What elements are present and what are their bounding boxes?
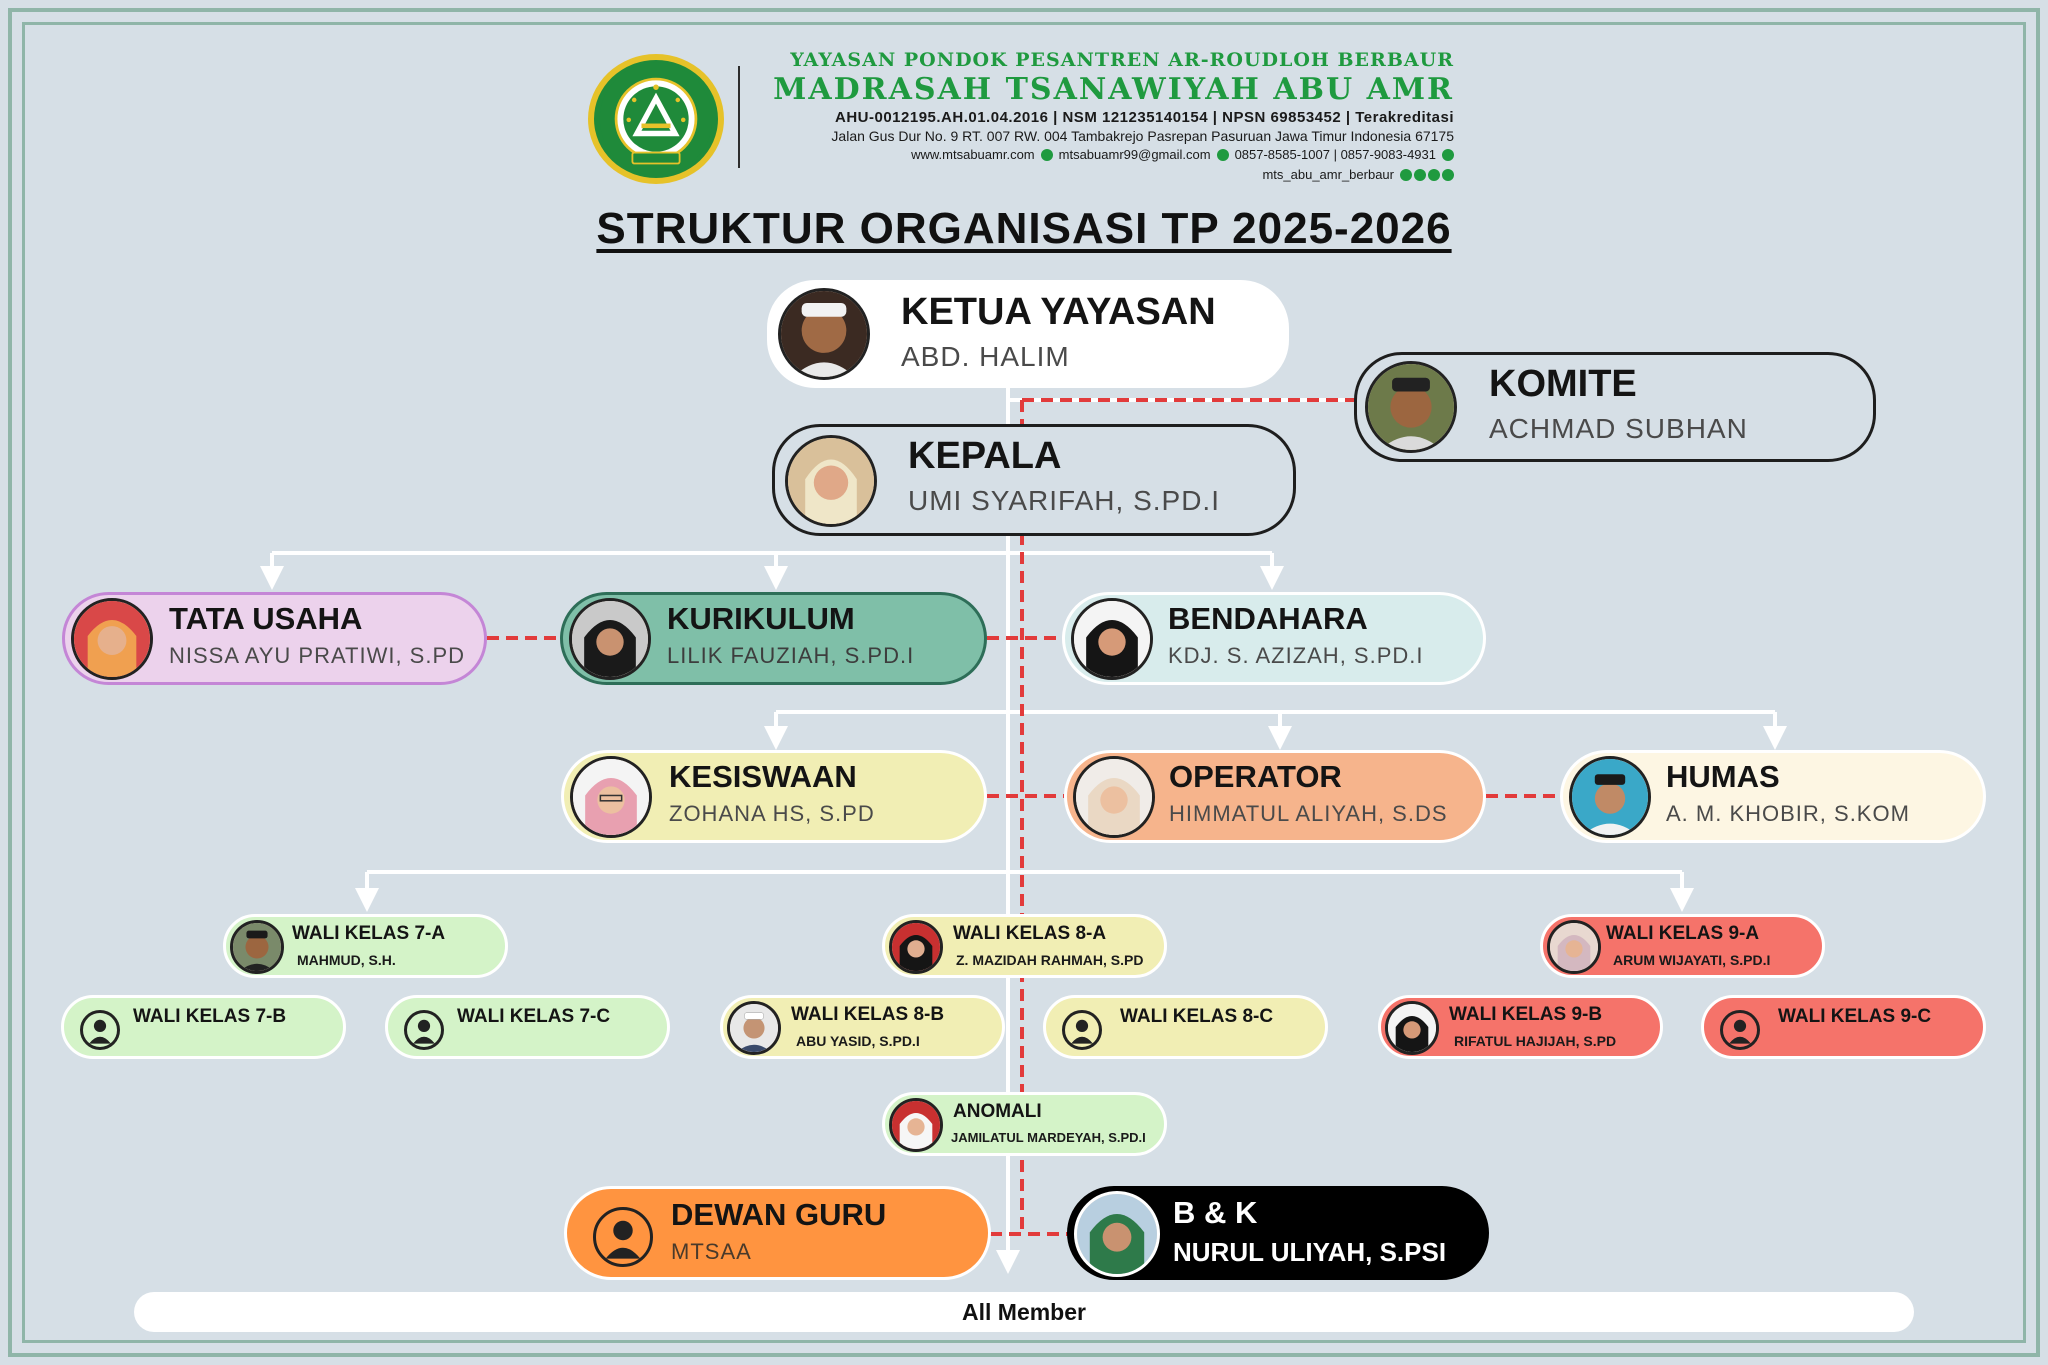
card-person-name: MTSAA [671,1239,752,1264]
avatar [778,288,870,380]
card-role: KESISWAAN [669,759,857,794]
person-photo-icon [781,291,867,377]
person-photo-icon [573,759,649,835]
card-operator[interactable] [1064,750,1486,843]
avatar [785,435,877,527]
email-link[interactable]: mtsabuamr99@gmail.com [1058,147,1211,162]
avatar [889,920,943,974]
person-photo-icon [233,923,281,971]
card-bk[interactable] [1067,1186,1489,1280]
card-wali-7b[interactable] [61,995,346,1059]
card-person-name: LILIK FAUZIAH, S.PD.I [667,643,915,668]
card-person-name: ARUM WIJAYATI, S.PD.I [1613,952,1771,968]
card-role: KEPALA [908,435,1062,477]
all-member-bar [134,1292,1914,1332]
avatar [1071,598,1153,680]
card-wali-8a[interactable] [882,914,1167,978]
card-wali-9a[interactable] [1540,914,1825,978]
card-role: HUMAS [1666,759,1780,794]
card-humas[interactable] [1560,750,1986,843]
avatar-placeholder [80,1010,120,1050]
card-person-name: MAHMUD, S.H. [297,952,396,968]
card-wali-9c[interactable] [1701,995,1986,1059]
card-role: WALI KELAS 7-A [292,923,446,944]
person-photo-icon [1074,601,1150,677]
user-placeholder-icon [1065,1013,1099,1047]
card-bendahara[interactable] [1062,592,1486,685]
card-role: DEWAN GURU [671,1197,887,1232]
foundation-name: YAYASAN PONDOK PESANTREN AR-ROUDLOH BERBAUR [790,49,1454,71]
card-role: B & K [1173,1195,1258,1230]
card-role: TATA USAHA [169,601,363,636]
avatar [570,756,652,838]
avatar [1073,756,1155,838]
user-placeholder-icon [1723,1013,1757,1047]
avatar-placeholder [404,1010,444,1050]
card-person-name: HIMMATUL ALIYAH, S.DS [1169,801,1448,826]
card-role: WALI KELAS 7-B [133,1006,287,1027]
card-role: WALI KELAS 8-C [1120,1006,1274,1027]
card-role: WALI KELAS 9-B [1449,1004,1603,1025]
card-wali-9b[interactable] [1378,995,1663,1059]
card-komite[interactable] [1354,352,1876,462]
avatar [230,920,284,974]
card-role: WALI KELAS 8-A [953,923,1107,944]
person-photo-icon [788,438,874,524]
avatar-placeholder [1062,1010,1102,1050]
person-photo-icon [892,923,940,971]
school-name: MADRASAH TSANAWIYAH ABU AMR [773,72,1454,107]
card-kepala[interactable] [772,424,1296,536]
card-tata-usaha[interactable] [62,592,487,685]
all-member-label: All Member [962,1299,1086,1325]
avatar [1569,756,1651,838]
card-role: ANOMALI [953,1101,1042,1122]
registration-info: AHU-0012195.AH.01.04.2016 | NSM 121235140154 | NPSN 69853452 | Terakreditasi [834,109,1454,126]
card-wali-7a[interactable] [223,914,508,978]
person-photo-icon [1550,923,1598,971]
phone-numbers: 0857-8585-1007 | 0857-9083-4931 [1234,147,1436,162]
card-person-name: ABD. HALIM [901,341,1070,372]
card-wali-8c[interactable] [1043,995,1328,1059]
card-role: WALI KELAS 8-B [791,1004,945,1025]
card-anomali[interactable] [882,1092,1167,1156]
avatar [1547,920,1601,974]
school-address: Jalan Gus Dur No. 9 RT. 007 RW. 004 Tambakrejo Pasrepan Pasuruan Jawa Timur Indonesia 67175 [831,128,1454,144]
person-photo-icon [1076,759,1152,835]
avatar [889,1098,943,1152]
person-photo-icon [74,601,150,677]
card-person-name: ABU YASID, S.PD.I [796,1033,920,1049]
card-person-name: RIFATUL HAJIJAH, S.PD [1454,1033,1617,1049]
card-person-name: ACHMAD SUBHAN [1489,413,1748,444]
person-photo-icon [730,1004,778,1052]
social-handle[interactable]: mts_abu_amr_berbaur [1262,167,1394,182]
user-placeholder-icon [83,1013,117,1047]
card-person-name: ZOHANA HS, S.PD [669,801,875,826]
card-kurikulum[interactable] [560,592,987,685]
card-person-name: A. M. KHOBIR, S.KOM [1666,801,1910,826]
card-role: WALI KELAS 9-A [1606,923,1760,944]
person-photo-icon [1388,1004,1436,1052]
card-role: BENDAHARA [1168,601,1368,636]
avatar [71,598,153,680]
card-role: KETUA YAYASAN [901,291,1216,333]
chart-title: STRUKTUR ORGANISASI TP 2025-2026 [596,204,1452,253]
website-link[interactable]: www.mtsabuamr.com [911,147,1035,162]
card-dewan-guru[interactable] [564,1186,991,1280]
card-person-name: JAMILATUL MARDEYAH, S.PD.I [951,1130,1146,1145]
avatar [1365,361,1457,453]
card-kesiswaan[interactable] [561,750,987,843]
card-person-name: UMI SYARIFAH, S.PD.I [908,485,1220,516]
card-role: WALI KELAS 9-C [1778,1006,1932,1027]
card-role: KURIKULUM [667,601,855,636]
card-wali-7c[interactable] [385,995,670,1059]
card-person-name: NURUL ULIYAH, S.PSI [1173,1237,1447,1267]
card-role: OPERATOR [1169,759,1342,794]
card-person-name: KDJ. S. AZIZAH, S.PD.I [1168,643,1424,668]
user-placeholder-icon [407,1013,441,1047]
card-ketua-yayasan[interactable] [767,280,1289,388]
user-placeholder-icon [596,1210,650,1264]
card-role: KOMITE [1489,363,1637,405]
avatar [1385,1001,1439,1055]
card-wali-8b[interactable] [720,995,1005,1059]
person-photo-icon [1572,759,1648,835]
card-person-name: Z. MAZIDAH RAHMAH, S.PD [956,952,1144,968]
person-photo-icon [572,601,648,677]
person-photo-icon [1368,364,1454,450]
avatar-placeholder [593,1207,653,1267]
avatar-placeholder [1720,1010,1760,1050]
person-photo-icon [1077,1194,1157,1274]
card-person-name: NISSA AYU PRATIWI, S.PD [169,643,466,668]
card-role: WALI KELAS 7-C [457,1006,611,1027]
avatar [727,1001,781,1055]
avatar [569,598,651,680]
avatar [1074,1191,1160,1277]
person-photo-icon [892,1101,940,1149]
